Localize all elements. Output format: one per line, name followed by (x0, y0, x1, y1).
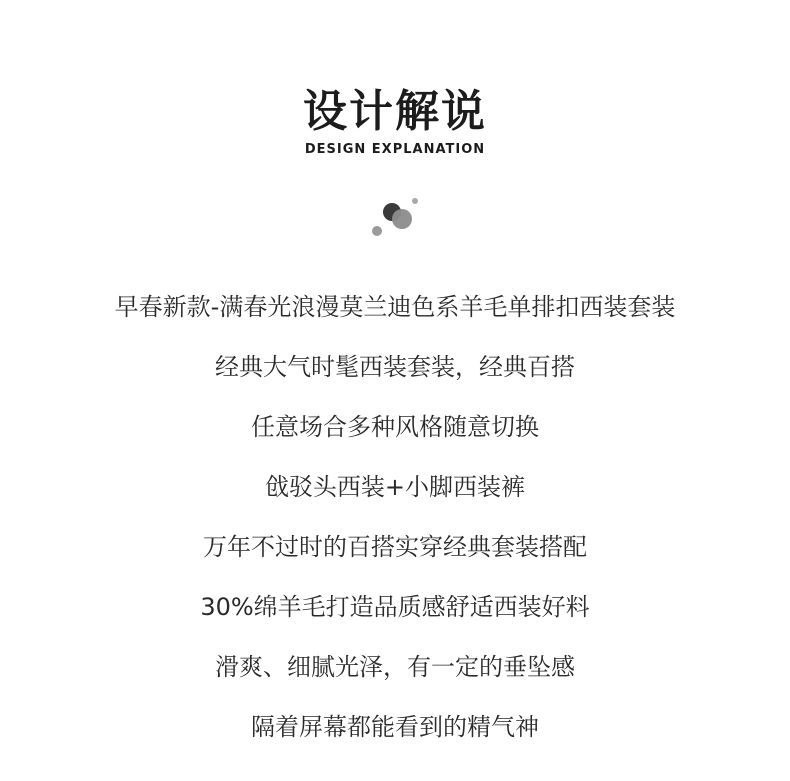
dot-small-top (412, 198, 418, 204)
section-title: 设计解说 (303, 86, 487, 137)
description-line: 任意场合多种风格随意切换 (251, 413, 539, 441)
description-line: 隔着屏幕都能看到的精气神 (251, 713, 539, 741)
description-line: 早春新款-满春光浪漫莫兰迪色系羊毛单排扣西装套装 (114, 293, 676, 321)
description-line: 经典大气时髦西装套装，经典百搭 (215, 353, 575, 381)
dot-small-left (372, 226, 382, 236)
dot-medium (392, 209, 412, 229)
dots-ornament-icon (368, 195, 420, 239)
description-line: 30%绵羊毛打造品质感舒适西装好料 (200, 593, 590, 621)
description-list (0, 287, 790, 767)
description-line: 万年不过时的百搭实穿经典套装搭配 (203, 533, 587, 561)
section-subtitle: DESIGN EXPLANATION (304, 142, 486, 157)
description-line: 戗驳头西装+小脚西装裤 (264, 473, 526, 501)
description-line: 滑爽、细腻光泽，有一定的垂坠感 (215, 653, 575, 681)
